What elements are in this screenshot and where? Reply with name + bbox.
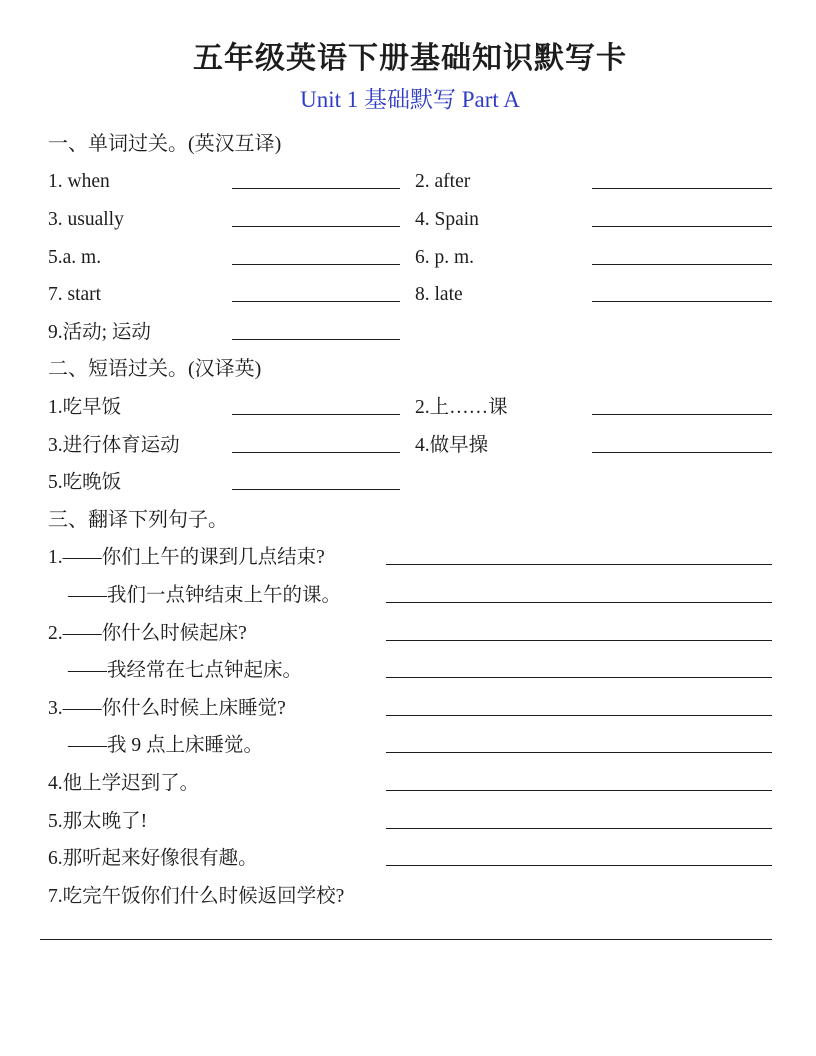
sentence-item-2-answer: ——我经常在七点钟起床。 <box>68 660 303 682</box>
sentence-item-6: 6.那听起来好像很有趣。 <box>48 848 258 870</box>
answer-blank <box>386 600 772 603</box>
word-item-2: 2. after <box>415 171 471 193</box>
word-row-7-8 <box>48 274 772 312</box>
answer-blank <box>386 863 772 866</box>
sentence-row-1a <box>48 574 772 612</box>
phrase-item-1: 1.吃早饭 <box>48 397 122 419</box>
word-row-5-6 <box>48 236 772 274</box>
worksheet-content <box>48 123 772 939</box>
answer-blank <box>592 412 772 415</box>
answer-blank <box>232 412 400 415</box>
sentence-row-7 <box>48 875 772 913</box>
sentence-row-3q <box>48 687 772 725</box>
section-2-heading: 二、短语过关。(汉译英) <box>48 358 262 381</box>
sentence-item-5: 5.那太晚了! <box>48 810 148 832</box>
answer-blank <box>232 337 400 340</box>
sentence-item-7: 7.吃完午饭你们什么时候返回学校? <box>48 885 345 907</box>
word-item-9: 9.活动; 运动 <box>48 321 151 343</box>
sentence-item-3-answer: ——我 9 点上床睡觉。 <box>68 735 264 757</box>
sentence-row-5 <box>48 800 772 838</box>
page-title: 五年级英语下册基础知识默写卡 <box>193 42 627 75</box>
section-1-heading: 一、单词过关。(英汉互译) <box>48 132 282 155</box>
phrase-item-2: 2.上……课 <box>415 397 508 419</box>
answer-blank <box>232 299 400 302</box>
section-3-heading: 三、翻译下列句子。 <box>48 508 228 531</box>
phrase-row-3-4 <box>48 424 772 462</box>
word-row-9 <box>48 311 772 349</box>
word-row-1-2 <box>48 161 772 199</box>
answer-blank <box>232 186 400 189</box>
sentence-row-4 <box>48 762 772 800</box>
word-item-8: 8. late <box>415 284 463 306</box>
phrase-item-4: 4.做早操 <box>415 434 489 456</box>
sentence-row-2a <box>48 650 772 688</box>
sentence-item-3-question: 3.——你什么时候上床睡觉? <box>48 697 286 719</box>
word-row-3-4 <box>48 198 772 236</box>
word-item-5: 5.a. m. <box>48 246 102 268</box>
answer-blank-full-width <box>40 913 772 940</box>
word-item-7: 7. start <box>48 284 102 306</box>
answer-blank <box>386 675 772 678</box>
phrase-row-5 <box>48 462 772 500</box>
sentence-row-3a <box>48 725 772 763</box>
answer-blank <box>386 713 772 716</box>
sentence-row-6 <box>48 838 772 876</box>
answer-blank <box>232 450 400 453</box>
phrase-item-5: 5.吃晚饭 <box>48 472 122 494</box>
answer-blank <box>386 826 772 829</box>
section-1-heading-row <box>48 123 772 161</box>
answer-blank <box>232 224 400 227</box>
sentence-row-1q <box>48 537 772 575</box>
answer-blank <box>386 750 772 753</box>
sentence-item-4: 4.他上学迟到了。 <box>48 772 200 794</box>
word-item-4: 4. Spain <box>415 209 479 231</box>
answer-blank <box>592 186 772 189</box>
phrase-row-1-2 <box>48 386 772 424</box>
answer-blank <box>386 788 772 791</box>
answer-blank <box>592 224 772 227</box>
answer-blank <box>232 262 400 265</box>
word-item-3: 3. usually <box>48 209 124 231</box>
sentence-row-2q <box>48 612 772 650</box>
answer-blank <box>592 262 772 265</box>
answer-blank <box>386 562 772 565</box>
word-item-6: 6. p. m. <box>415 246 475 268</box>
page-subtitle: Unit 1 基础默写 Part A <box>300 87 520 112</box>
answer-blank <box>592 450 772 453</box>
sentence-item-1-answer: ——我们一点钟结束上午的课。 <box>68 585 342 607</box>
answer-blank <box>592 299 772 302</box>
word-item-1: 1. when <box>48 171 110 193</box>
section-3-heading-row <box>48 499 772 537</box>
sentence-item-1-question: 1.——你们上午的课到几点结束? <box>48 547 325 569</box>
answer-blank <box>232 487 400 490</box>
section-2-heading-row <box>48 349 772 387</box>
sentence-item-2-question: 2.——你什么时候起床? <box>48 622 247 644</box>
phrase-item-3: 3.进行体育运动 <box>48 434 180 456</box>
answer-blank <box>386 638 772 641</box>
